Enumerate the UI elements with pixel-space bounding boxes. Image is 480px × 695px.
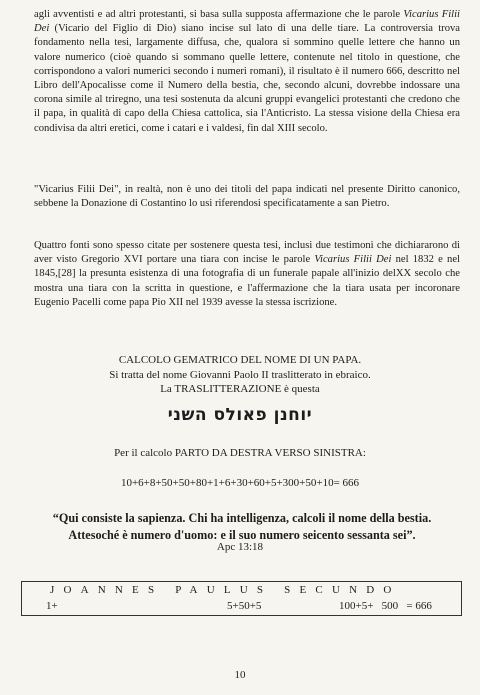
latin-name-box	[21, 581, 462, 616]
gematria-subtitle: Si tratta del nome Giovanni Paolo II traslitterato in ebraico.	[109, 368, 371, 381]
gematria-formula: 10+6+8+50+50+80+1+6+30+60+5+300+50+10= 666	[120, 477, 360, 489]
page-number: 10	[234, 669, 246, 681]
quote-line: Attesoché è numero d'uomo: e il suo numero seicento sessanta sei”.	[68, 527, 416, 542]
paragraph-text: nel 1832 e nel 1845,[28] la presunta esistenza di una fotografia di un funerale papale all'inizio delXX secolo che mostra una tiara con la scritta in questione, e l'affermazione che la tiara usata per incoronare Eugenio Pacelli come papa Pio XII nel 1939 avesse la stessa iscrizione.	[34, 254, 460, 308]
gematria-title: CALCOLO GEMATRICO DEL NOME DI UN PAPA.	[118, 354, 362, 366]
transliteration-label: La TRASLITTERAZIONE è questa	[160, 383, 320, 395]
paragraph-text: "Vicarius Filii Dei", in realtà, non è uno dei titoli del papa indicati nel presente Diritto canonico, sebbene la Donazione di Costantino lo usi riferendosi specificatamente a san Pietro.	[34, 184, 460, 210]
italic-title: Vicarius Filii Dei	[314, 254, 392, 266]
paragraph-sources	[34, 239, 460, 310]
hebrew-name: יוחנן פאולס השני	[167, 405, 313, 425]
latin-sum-total: 100+5+ 500 = 666	[339, 600, 432, 612]
quote-line: “Qui consiste la sapienza. Chi ha intelligenza, calcoli il nome della bestia.	[52, 511, 432, 525]
paragraph-text: agli avventisti e ad altri protestanti, si basa sulla supposta affermazione che le parole	[34, 9, 404, 20]
italic-title: Vicarius Filii Dei	[34, 9, 460, 35]
latin-sum-part: 5+50+5	[227, 600, 262, 612]
calc-direction-label: Per il calcolo PARTO DA DESTRA VERSO SINISTRA:	[114, 447, 366, 459]
quote-reference: Apc 13:18	[216, 541, 264, 553]
paragraph-text: Quattro fonti sono spesso citate per sostenere questa tesi, inclusi due testimoni che dichiararono di aver visto Gregorio XVI portare una tiara con incise le parole	[34, 240, 460, 266]
latin-name-letters: JOANNES PAULUS SECUNDO	[50, 584, 401, 596]
paragraph-text: (Vicario del Figlio di Dio) siano incise sul lato di una delle tiare. La controversia trova fondamento nella tesi, largamente diffusa, che, qualora si sommino quelle lettere che hanno un valore numerico (cioè quando si sommano quelle lettere, contenute nel titolo in questione, che corrispondono a valori numerici secondo i numeri romani), il risultato è il numero 666, descritto nel Libro dell'Apocalisse come il Numero della bestia, che, secondo alcuni, dovrebbe indossare una corona simile al triregno, una tesi sostenuta da alcuni gruppi evangelici protestanti che credono che il papa, in qualità di capo della Chiesa cattolica, sia l'Anticristo. La stessa visione della Chiesa era condivisa da altri eretici, come i catari e i valdesi, fin dal XIII secolo.	[34, 23, 460, 134]
gematria-heading	[0, 353, 480, 397]
bible-quote	[22, 510, 462, 543]
paragraph-canon-law	[34, 183, 460, 211]
paragraph-vicarius	[34, 8, 460, 136]
latin-sum-part: 1+	[46, 600, 58, 612]
